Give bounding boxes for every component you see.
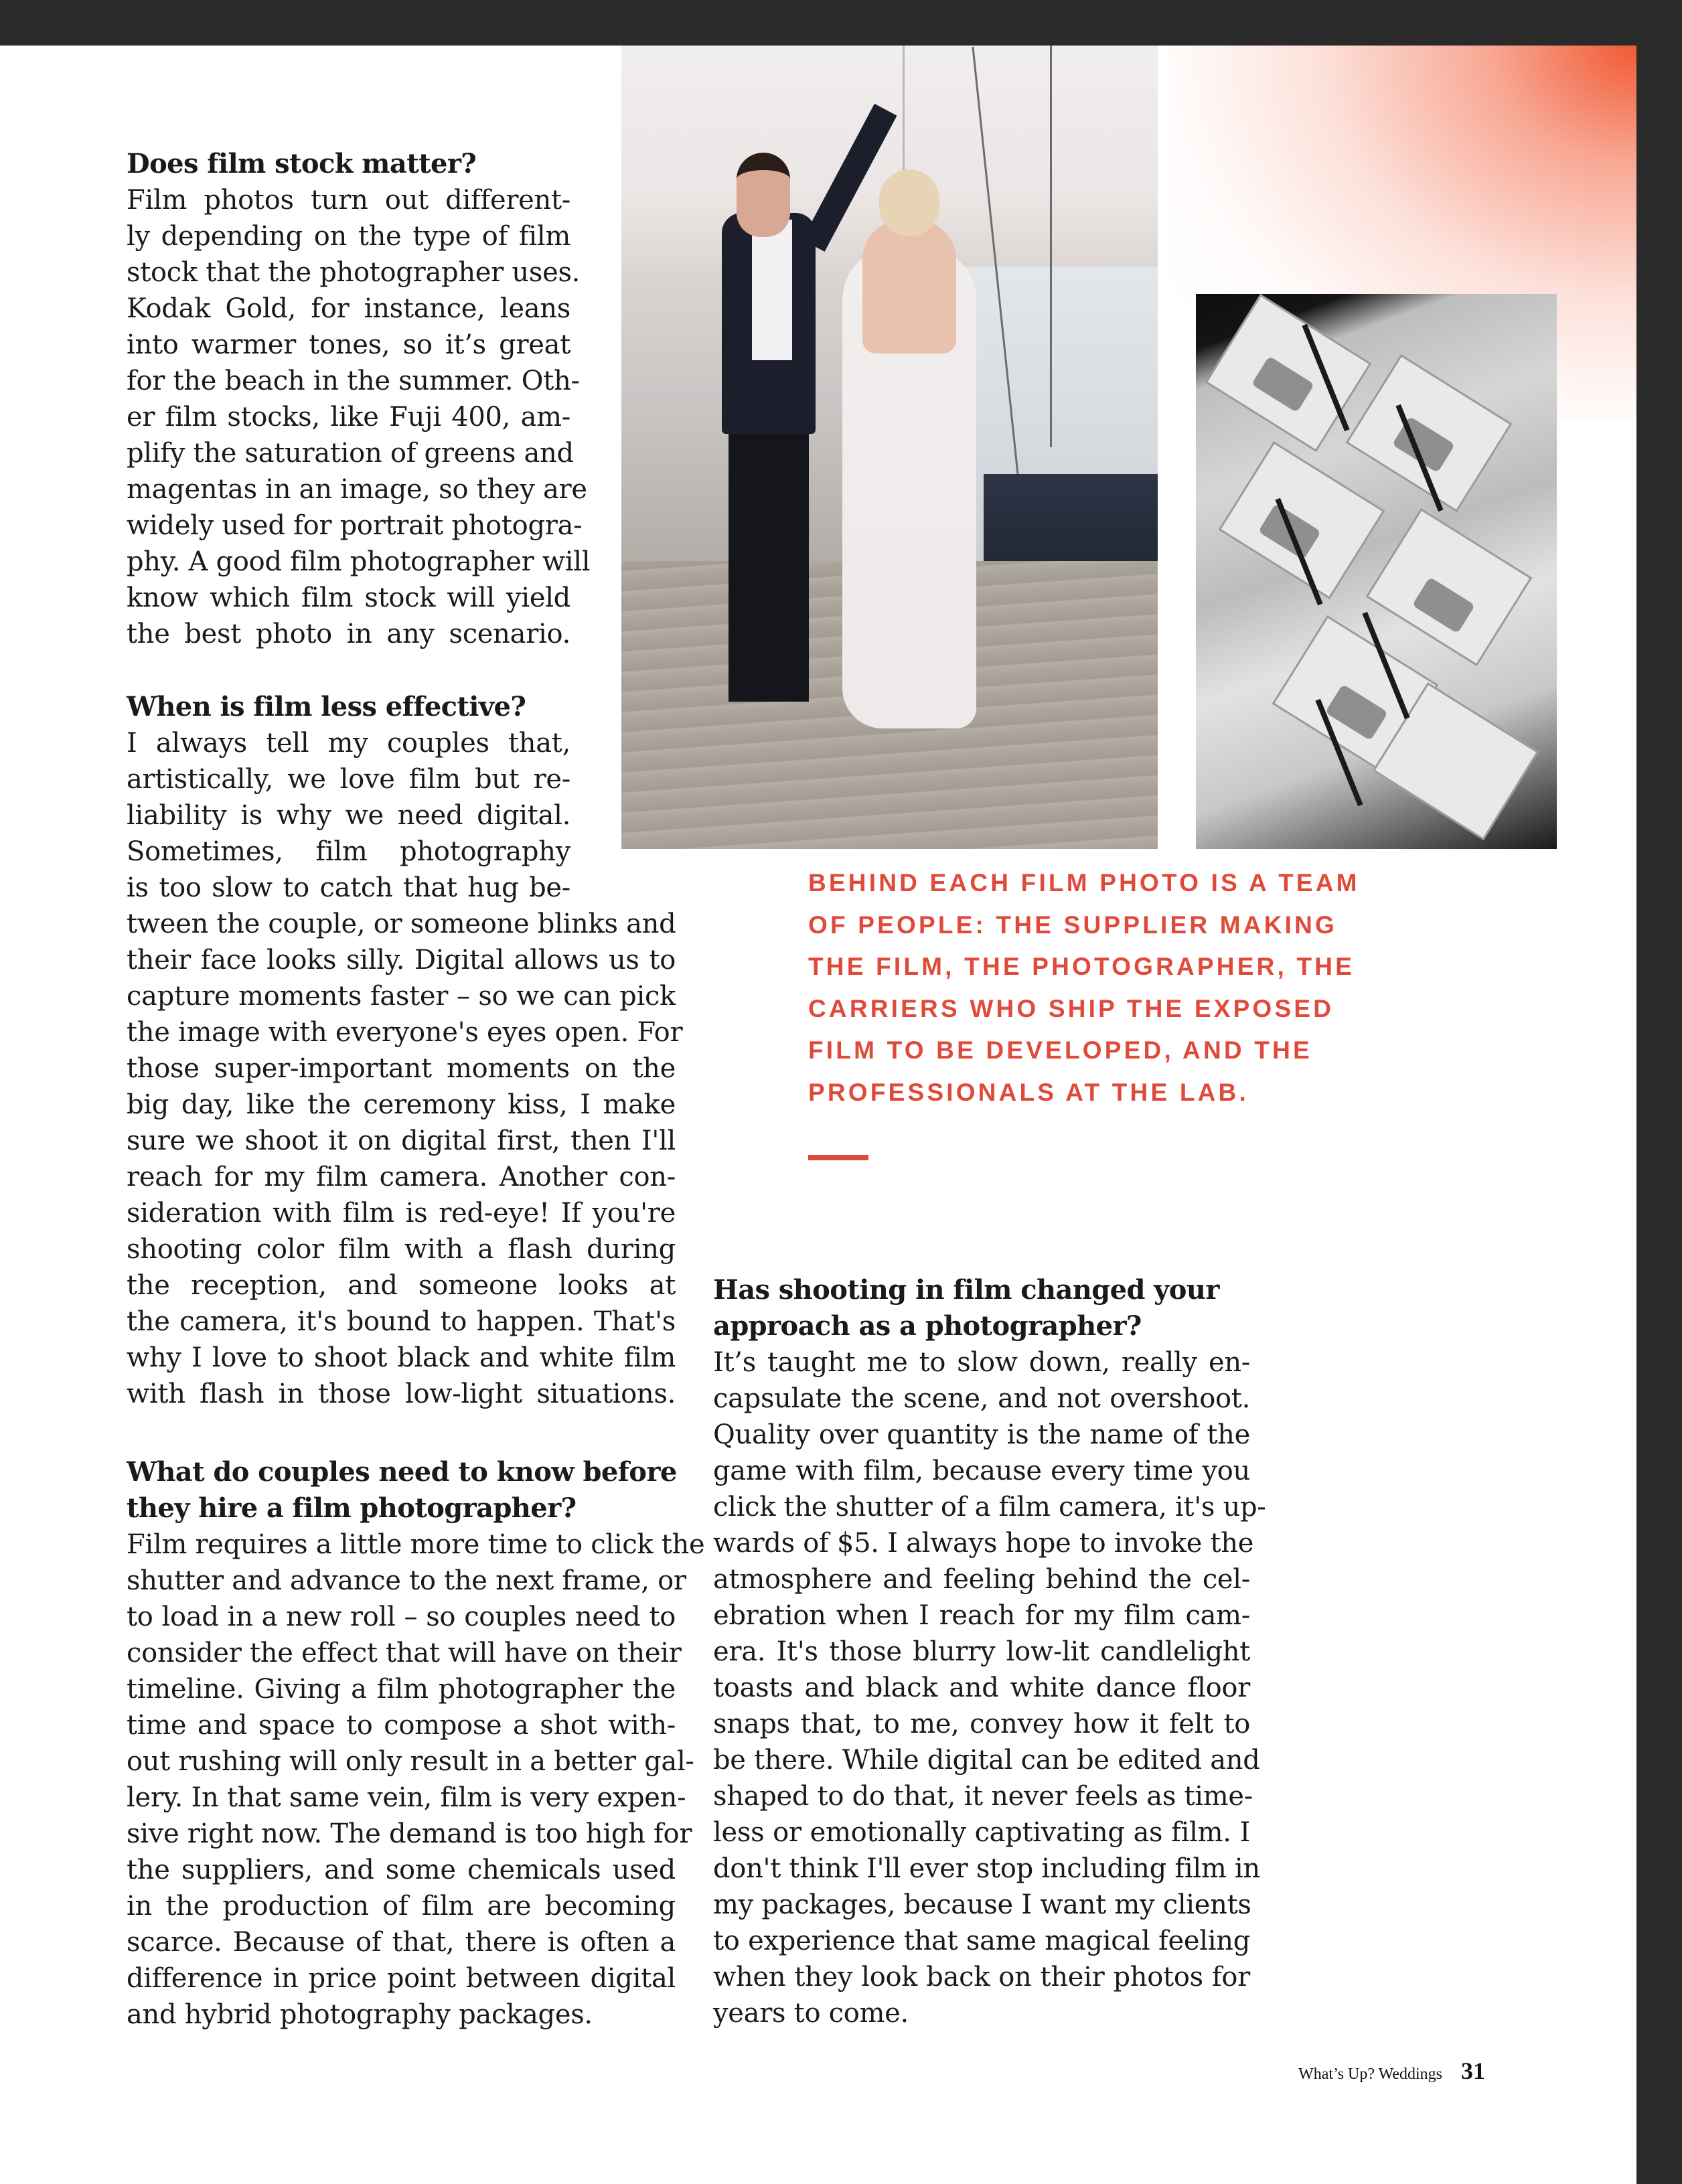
body-line: consider the effect that will have on their [127,1638,682,1668]
body-line: those super-important moments on the [127,1053,676,1084]
body-line: click the shutter of a film camera, it's up- [713,1492,1266,1523]
section-know-before-hiring [127,1454,705,2033]
section-film-less-effective-continued [127,906,683,1412]
body-line: with flash in those low-light situations. [127,1379,676,1409]
body-line: to load in a new roll – so couples need to [127,1602,676,1632]
body-line: shutter and advance to the next frame, or [127,1565,686,1596]
body-line: difference in price point between digital [127,1963,676,1994]
body-line: for the beach in the summer. Oth- [127,366,580,396]
section-approach-changed [713,1272,1266,2031]
page-number: 31 [1461,2057,1485,2084]
body-line: time and space to compose a shot with- [127,1710,676,1741]
bride-head [879,169,939,236]
section-film-stock [127,146,591,652]
section-film-less-effective [127,689,570,906]
body-line: stock that the photographer uses. [127,257,581,288]
body-line: to experience that same magical feeling [713,1926,1250,1956]
body-line: be there. While digital can be edited and [713,1745,1260,1776]
body-line: timeline. Giving a film photographer the [127,1674,676,1705]
section-heading: Does film stock matter? [127,148,477,179]
body-line: out rushing will only result in a better gal- [127,1746,694,1777]
body-line: the camera, it's bound to happen. That's [127,1306,676,1337]
body-line: I always tell my couples that, [127,728,570,759]
body-line: phy. A good film photographer will [127,546,591,577]
body-line: scarce. Because of that, there is often a [127,1927,676,1958]
body-line: magentas in an image, so they are [127,474,587,505]
cake-plates-photo [1196,294,1557,849]
body-line: Quality over quantity is the name of the [713,1419,1250,1450]
body-line: don't think I'll ever stop including film in [713,1853,1260,1884]
body-line: game with film, because every time you [713,1456,1250,1486]
body-line: atmosphere and feeling behind the cel- [713,1564,1250,1595]
body-line: big day, like the ceremony kiss, I make [127,1089,676,1120]
body-line: capture moments faster – so we can pick [127,981,676,1012]
body-line: know which film stock will yield [127,582,570,613]
body-line: is too slow to catch that hug be- [127,872,570,903]
body-line: Sometimes, film photography [127,836,570,867]
body-line: sive right now. The demand is too high for [127,1818,692,1849]
body-line: the suppliers, and some chemicals used [127,1855,676,1885]
body-line: and hybrid photography packages. [127,1999,593,2030]
body-line: my packages, because I want my clients [713,1889,1251,1920]
body-line: years to come. [713,1998,909,2029]
section-heading: they hire a film photographer? [127,1492,577,1524]
body-line: Film photos turn out different- [127,185,570,216]
body-line: It’s taught me to slow down, really en- [713,1347,1250,1378]
body-line: er film stocks, like Fuji 400, am- [127,402,570,433]
body-line: their face looks silly. Digital allows us to [127,945,676,976]
groom-shirt [752,220,792,360]
body-line: the best photo in any scenario. [127,619,570,649]
body-line: sideration with film is red-eye! If you're [127,1198,676,1229]
body-line: lery. In that same vein, film is very expen- [127,1782,686,1813]
body-line: in the production of film are becoming [127,1891,676,1922]
section-heading: What do couples need to know before [127,1456,677,1488]
pull-quote-line: CARRIERS WHO SHIP THE EXPOSED [808,994,1334,1022]
body-line: ly depending on the type of film [127,221,570,252]
body-line: wards of $5. I always hope to invoke the [713,1528,1254,1559]
body-line: why I love to shoot black and white film [127,1342,676,1373]
pull-quote [808,862,1518,1113]
pull-quote-line: FILM TO BE DEVELOPED, AND THE [808,1036,1312,1064]
mast-line [1050,46,1052,447]
body-line: capsulate the scene, and not overshoot. [713,1383,1250,1414]
body-line: reach for my film camera. Another con- [127,1162,676,1192]
body-line: ebration when I reach for my film cam- [713,1600,1250,1631]
groom-legs [729,420,809,702]
magazine-name: What’s Up? Weddings [1298,2065,1442,2083]
body-line: into warmer tones, so it’s great [127,329,570,360]
body-line: the reception, and someone looks at [127,1270,676,1301]
section-heading: Has shooting in film changed your [713,1274,1219,1306]
body-line: the image with everyone's eyes open. For [127,1017,683,1048]
groom-head [737,153,790,237]
page-footer [1298,2057,1485,2085]
plate [1366,508,1533,666]
body-line: Film requires a little more time to click the [127,1529,705,1560]
body-line: Kodak Gold, for instance, leans [127,293,570,324]
body-line: liability is why we need digital. [127,800,570,831]
body-line: era. It's those blurry low-lit candlelight [713,1636,1250,1667]
couple-dancing-photo [621,46,1158,849]
pull-quote-rule [808,1155,868,1160]
body-line: plify the saturation of greens and [127,438,574,469]
body-line: when they look back on their photos for [713,1962,1250,1993]
section-heading: approach as a photographer? [713,1310,1142,1342]
body-line: less or emotionally captivating as film. I [713,1817,1250,1848]
body-line: toasts and black and white dance floor [713,1672,1250,1703]
pull-quote-line: THE FILM, THE PHOTOGRAPHER, THE [808,953,1355,980]
body-line: shooting color film with a flash during [127,1234,676,1265]
body-line: artistically, we love film but re- [127,764,570,795]
body-line: shaped to do that, it never feels as time- [713,1781,1253,1812]
body-line: snaps that, to me, convey how it felt to [713,1709,1250,1739]
pull-quote-line: OF PEOPLE: THE SUPPLIER MAKING [808,911,1337,939]
pull-quote-line: BEHIND EACH FILM PHOTO IS A TEAM [808,869,1360,896]
pull-quote-line: PROFESSIONALS AT THE LAB. [808,1078,1249,1106]
body-line: sure we shoot it on digital first, then I'll [127,1125,676,1156]
body-line: tween the couple, or someone blinks and [127,909,676,939]
section-heading: When is film less effective? [127,691,526,722]
body-line: widely used for portrait photogra- [127,510,583,541]
bride-back [862,220,956,354]
